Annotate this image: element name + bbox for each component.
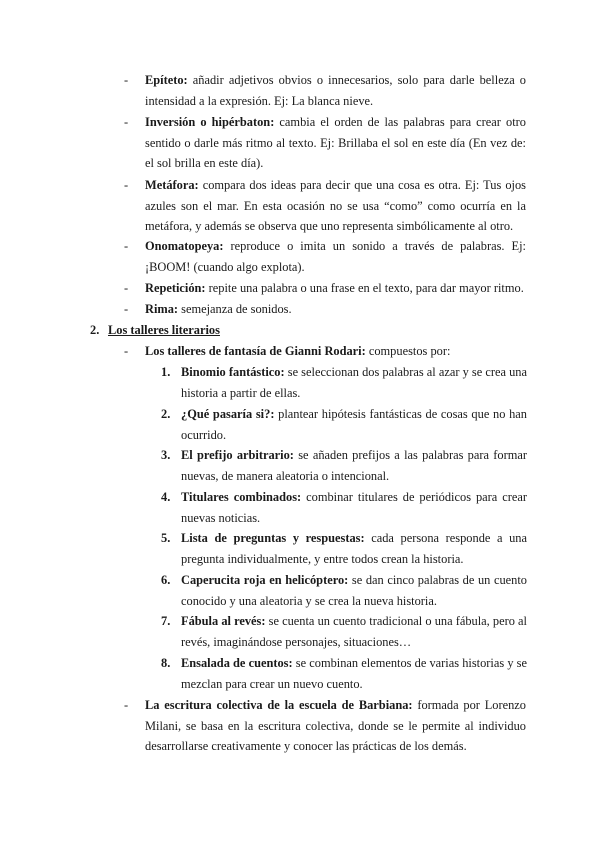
item-text: se cuenta un cuento tradicional o una fábula, pero al revés, imaginándose personajes, situaciones… bbox=[181, 614, 527, 649]
definition-hiperbaton: cambia el orden de las palabras para crear otro sentido o darle más ritmo al texto. Ej: Brillaba el sol en este día (En vez de: el sol brilla en este día). bbox=[145, 115, 526, 171]
section-title: Los talleres literarios bbox=[108, 323, 220, 337]
item-number: 5. bbox=[161, 531, 171, 545]
item-text: se añaden prefijos a las palabras para formar nuevas, de manera aleatoria o intencional. bbox=[181, 448, 527, 483]
term-hiperbaton: Inversión o hipérbaton: bbox=[145, 115, 275, 129]
item-text: combinar titulares de periódicos para crear nuevas noticias. bbox=[181, 490, 527, 525]
item-number: 4. bbox=[161, 490, 171, 504]
bullet-dash: - bbox=[124, 178, 129, 192]
section-number: 2. bbox=[90, 323, 100, 337]
item-term: ¿Qué pasaría si?: bbox=[181, 407, 275, 421]
item-text: se dan cinco palabras de un cuento conocido y una aleatoria y se crea la nueva historia. bbox=[181, 573, 528, 608]
definition-rima: semejanza de sonidos. bbox=[178, 302, 292, 316]
term-rodari: Los talleres de fantasía de Gianni Rodari: bbox=[145, 344, 366, 358]
item-number: 3. bbox=[161, 448, 171, 462]
item-term: Caperucita roja en helicóptero: bbox=[181, 573, 349, 587]
item-number: 2. bbox=[161, 407, 171, 421]
item-term: Binomio fantástico: bbox=[181, 365, 285, 379]
item-text: se seleccionan dos palabras al azar y se crea una historia a partir de ellas. bbox=[181, 365, 527, 400]
definition-onomatopeya: reproduce o imita un sonido a través de palabras. Ej: ¡BOOM! (cuando algo explota). bbox=[145, 239, 526, 274]
item-term: Ensalada de cuentos: bbox=[181, 656, 293, 670]
item-number: 8. bbox=[161, 656, 171, 670]
term-repeticion: Repetición: bbox=[145, 281, 206, 295]
item-number: 1. bbox=[161, 365, 171, 379]
item-term: Fábula al revés: bbox=[181, 614, 266, 628]
bullet-dash: - bbox=[124, 239, 129, 253]
item-text: cada persona responde a una pregunta individualmente, y entre todos crean la historia. bbox=[181, 531, 527, 566]
bullet-dash: - bbox=[124, 281, 129, 295]
definition-barbiana: formada por Lorenzo Milani, se basa en la escritura colectiva, donde se le permite al individuo desarrollarse creativamente y conocer las prácticas de los demás. bbox=[145, 698, 526, 754]
definition-rodari: compuestos por: bbox=[365, 344, 451, 358]
item-term: El prefijo arbitrario: bbox=[181, 448, 294, 462]
bullet-dash: - bbox=[124, 344, 129, 358]
bullet-dash: - bbox=[124, 115, 129, 129]
definition-repeticion: repite una palabra o una frase en el texto, para dar mayor ritmo. bbox=[205, 281, 524, 295]
term-onomatopeya: Onomatopeya: bbox=[145, 239, 224, 253]
item-term: Titulares combinados: bbox=[181, 490, 302, 504]
item-number: 7. bbox=[161, 614, 171, 628]
item-text: se combinan elementos de varias historias y se mezclan para crear un nuevo cuento. bbox=[181, 656, 527, 691]
item-term: Lista de preguntas y respuestas: bbox=[181, 531, 365, 545]
bullet-dash: - bbox=[124, 73, 129, 87]
bullet-dash: - bbox=[124, 302, 129, 316]
term-metafora: Metáfora: bbox=[145, 178, 199, 192]
definition-metafora: compara dos ideas para decir que una cosa es otra. Ej: Tus ojos azules son el mar. En esta ocasión no se usa “como” como ocurría en la metáfora, y además se observa que uno representa simbólicamente al otro. bbox=[145, 178, 526, 234]
item-number: 6. bbox=[161, 573, 171, 587]
definition-epiteto: añadir adjetivos obvios o innecesarios, solo para darle belleza o intensidad a la expresión. Ej: La blanca nieve. bbox=[145, 73, 526, 108]
term-epiteto: Epíteto: bbox=[145, 73, 188, 87]
item-text: plantear hipótesis fantásticas de cosas que no han ocurrido. bbox=[181, 407, 527, 442]
term-rima: Rima: bbox=[145, 302, 179, 316]
bullet-dash: - bbox=[124, 698, 129, 712]
term-barbiana: La escritura colectiva de la escuela de Barbiana: bbox=[145, 698, 413, 712]
